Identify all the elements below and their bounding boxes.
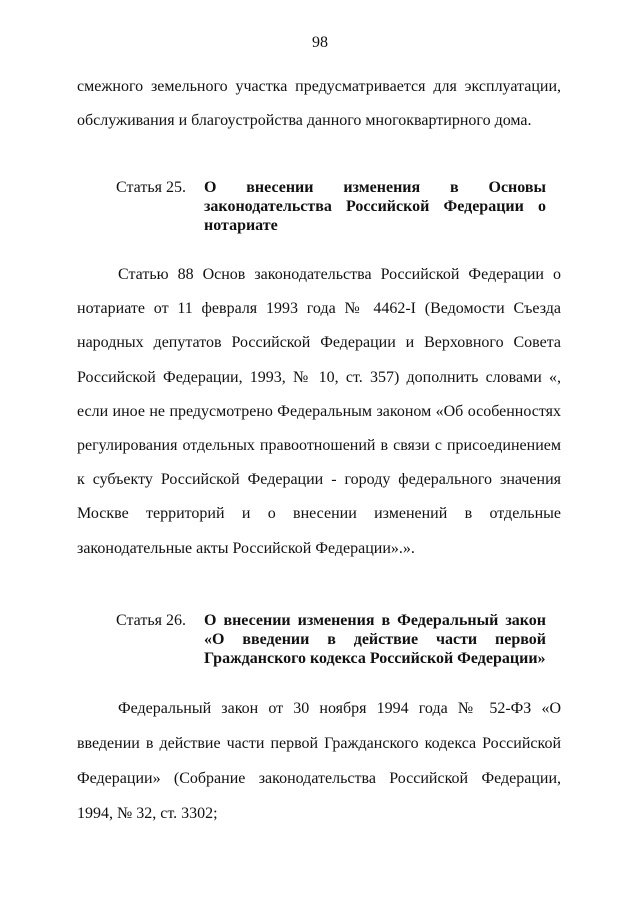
paragraph-continuation: смежного земельного участка предусматривается для эксплуатации, обслуживания и благоустройства данного многоквартирного дома. — [77, 78, 561, 129]
article-26-title: О внесении изменения в Федеральный закон «О введении в действие части первой Гражданского кодекса Российской Федерации» — [204, 612, 546, 667]
page-number: 98 — [312, 34, 328, 51]
article-25-heading — [116, 178, 546, 235]
article-26-number: Статья 26. — [116, 612, 186, 629]
article-25-body: Статью 88 Основ законодательства Российской Федерации о нотариате от 11 февраля 1993 года № 4462-I (Ведомости Съезда народных депутатов Российской Федерации и Верховного Совета Российской Федерации, 1993, № 10, ст. 357) дополнить словами «, если иное не предусмотрено Федеральным законом «Об особенностях регулирования отдельных правоотношений в связи с присоединением к субъекту Российской Федерации - городу федерального значения Москве территорий и о внесении изменений в отдельные законодательные акты Российской Федерации».». — [77, 266, 561, 557]
article-26-body: Федеральный закон от 30 ноября 1994 года № 52-ФЗ «О введении в действие части первой Гражданского кодекса Российской Федерации» (Собрание законодательства Российской Федерации, 1994, № 32, ст. 3302; — [77, 700, 561, 822]
article-25-number: Статья 25. — [116, 179, 186, 196]
article-26-heading — [116, 611, 546, 668]
article-25-title: О внесении изменения в Основы законодательства Российской Федерации о нотариате — [204, 179, 546, 234]
